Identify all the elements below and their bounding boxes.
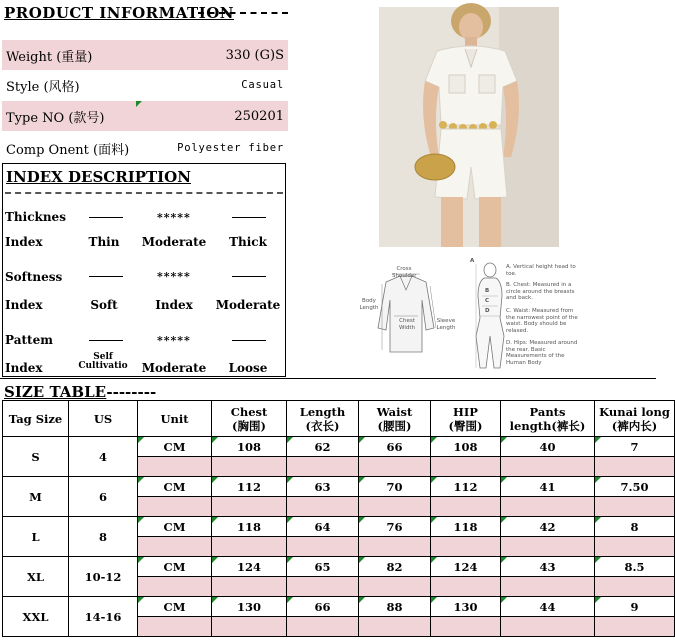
pants-cell	[501, 557, 595, 577]
pink-spacer-cell	[501, 577, 595, 597]
pink-spacer-cell	[431, 577, 501, 597]
pink-spacer-cell	[595, 617, 675, 637]
green-marker	[431, 517, 437, 523]
us-size-cell: 10-12	[69, 557, 138, 597]
tag-size-cell: XXL	[3, 597, 69, 637]
us-size-cell: 14-16	[69, 597, 138, 637]
pink-spacer-cell	[595, 577, 675, 597]
chest-value: 108	[236, 439, 261, 454]
pink-spacer-cell	[501, 497, 595, 517]
pink-spacer-cell	[138, 457, 212, 477]
green-marker	[501, 517, 507, 523]
green-marker	[212, 437, 218, 443]
product-info-title: PRODUCT INFORMATION	[4, 4, 235, 22]
unit-value: CM	[163, 599, 186, 614]
product-info-panel	[2, 2, 288, 162]
unit-cell	[138, 597, 212, 617]
kunai-cell	[595, 597, 675, 617]
header-cell: Kunai long (裤内长)	[595, 401, 675, 437]
pink-spacer-cell	[359, 537, 431, 557]
length-value: 63	[314, 479, 331, 494]
waist-value: 88	[386, 599, 403, 614]
pink-spacer-cell	[431, 537, 501, 557]
green-marker	[595, 517, 601, 523]
green-marker	[212, 557, 218, 563]
index-option: Moderate	[141, 361, 207, 375]
index-option: Index	[155, 298, 193, 312]
product-photo	[379, 7, 559, 247]
green-marker	[595, 597, 601, 603]
size-table-title	[4, 383, 156, 401]
sleeve-length-label: Sleeve Length	[436, 318, 456, 331]
unit-cell	[138, 557, 212, 577]
chest-value: 130	[236, 599, 261, 614]
pink-spacer-cell	[212, 537, 287, 557]
title-dash-rule	[5, 192, 283, 194]
green-marker	[359, 597, 365, 603]
green-marker	[287, 557, 293, 563]
chest-cell	[212, 557, 287, 577]
pink-spacer-cell	[212, 497, 287, 517]
chest-cell	[212, 437, 287, 457]
pink-spacer-cell	[287, 577, 359, 597]
green-marker	[138, 557, 144, 563]
index-description-panel	[2, 163, 286, 377]
index-label: Index	[5, 298, 43, 312]
info-label: Weight (重量)	[6, 49, 93, 65]
hip-value: 112	[453, 479, 478, 494]
green-marker	[287, 477, 293, 483]
green-marker	[431, 477, 437, 483]
size-table-header-row	[3, 401, 675, 437]
pink-spacer-cell	[431, 617, 501, 637]
green-marker	[431, 557, 437, 563]
length-cell	[287, 597, 359, 617]
pink-spacer-cell	[501, 617, 595, 637]
unit-value: CM	[163, 519, 186, 534]
size-table-title-text: SIZE TABLE	[4, 383, 107, 401]
green-marker	[212, 517, 218, 523]
legend-b: B. Chest: Measured in a circle around the breasts and back.	[506, 282, 575, 301]
pink-spacer-cell	[595, 537, 675, 557]
star-rating: *****	[157, 334, 191, 347]
hip-cell	[431, 597, 501, 617]
green-marker	[595, 437, 601, 443]
waist-cell	[359, 477, 431, 497]
green-marker	[138, 517, 144, 523]
index-group-name: Softness	[5, 270, 63, 284]
size-row-s	[3, 437, 675, 457]
index-description-title: INDEX DESCRIPTION	[6, 168, 191, 186]
pink-spacer-cell	[431, 457, 501, 477]
index-option: Moderate	[215, 298, 281, 312]
waist-cell	[359, 517, 431, 537]
pink-spacer-cell	[501, 457, 595, 477]
length-value: 65	[314, 559, 331, 574]
index-option: Soft	[90, 298, 118, 312]
index-option: Thick	[229, 235, 267, 249]
info-row-type-no	[2, 101, 288, 131]
pants-value: 40	[539, 439, 556, 454]
waist-cell	[359, 437, 431, 457]
waist-value: 70	[386, 479, 403, 494]
pink-spacer-cell	[431, 497, 501, 517]
green-marker	[138, 437, 144, 443]
header-cell: HIP (臀围)	[431, 401, 501, 437]
chest-cell	[212, 597, 287, 617]
pants-cell	[501, 437, 595, 457]
tag-size-cell: S	[3, 437, 69, 477]
index-label: Index	[5, 361, 43, 375]
info-value: 250201	[234, 108, 284, 124]
pants-value: 42	[539, 519, 556, 534]
green-marker	[501, 597, 507, 603]
info-value: Polyester fiber	[177, 142, 284, 154]
tag-size-cell: L	[3, 517, 69, 557]
hip-value: 108	[453, 439, 478, 454]
length-cell	[287, 557, 359, 577]
green-marker	[431, 597, 437, 603]
us-size-cell: 8	[69, 517, 138, 557]
waist-value: 66	[386, 439, 403, 454]
hip-cell	[431, 557, 501, 577]
pink-spacer-cell	[287, 457, 359, 477]
unit-cell	[138, 477, 212, 497]
index-group-name: Pattem	[5, 333, 53, 347]
size-table-body	[3, 437, 675, 637]
pink-spacer-cell	[359, 497, 431, 517]
unit-cell	[138, 437, 212, 457]
kunai-value: 8	[630, 519, 639, 534]
info-label: Style (风格)	[6, 79, 80, 95]
info-label: Type NO (款号)	[6, 110, 105, 126]
body-length-label: Body Length	[359, 298, 379, 311]
pink-spacer-cell	[138, 537, 212, 557]
scale-line	[232, 340, 266, 341]
size-row-xxl	[3, 597, 675, 617]
letter-label: A	[470, 258, 475, 264]
scale-line	[89, 340, 123, 341]
length-cell	[287, 477, 359, 497]
letter-label: B	[485, 288, 490, 294]
pink-spacer-cell	[359, 577, 431, 597]
header-cell: Chest (胸围)	[212, 401, 287, 437]
green-marker	[501, 477, 507, 483]
green-marker	[359, 477, 365, 483]
pink-spacer-cell	[595, 457, 675, 477]
green-marker	[287, 437, 293, 443]
pants-cell	[501, 517, 595, 537]
green-marker	[359, 517, 365, 523]
index-option: Loose	[228, 361, 268, 375]
hip-value: 130	[453, 599, 478, 614]
pink-spacer-cell	[212, 457, 287, 477]
star-rating: *****	[157, 211, 191, 224]
pink-spacer-cell	[359, 617, 431, 637]
tag-size-cell: XL	[3, 557, 69, 597]
index-option: Thin	[88, 235, 120, 249]
chest-cell	[212, 477, 287, 497]
green-marker	[212, 477, 218, 483]
pants-value: 41	[539, 479, 556, 494]
green-marker	[138, 597, 144, 603]
legend-d: D. Hips: Measured around the rear. Basic Measurements of the Human Body	[506, 340, 578, 366]
header-cell: Waist (腰围)	[359, 401, 431, 437]
pink-spacer-cell	[138, 497, 212, 517]
letter-label: D	[485, 308, 490, 314]
measurement-diagram	[352, 256, 580, 374]
kunai-cell	[595, 437, 675, 457]
pants-value: 44	[539, 599, 556, 614]
info-label: Comp Onent (面料)	[6, 142, 130, 158]
title-dash-rule	[198, 12, 288, 14]
green-marker	[359, 557, 365, 563]
waist-value: 82	[386, 559, 403, 574]
size-row-m	[3, 477, 675, 497]
length-cell	[287, 437, 359, 457]
hip-value: 124	[453, 559, 478, 574]
pink-spacer-cell	[287, 537, 359, 557]
size-row-l	[3, 517, 675, 537]
kunai-value: 8.5	[624, 559, 645, 574]
pink-spacer-cell	[287, 617, 359, 637]
us-size-cell: 6	[69, 477, 138, 517]
hip-cell	[431, 517, 501, 537]
green-marker	[212, 597, 218, 603]
chest-value: 112	[236, 479, 261, 494]
length-cell	[287, 517, 359, 537]
scale-line	[89, 276, 123, 277]
cross-shoulder-label: Cross Shoulder	[392, 266, 417, 279]
pink-spacer-cell	[212, 577, 287, 597]
info-row-component	[2, 133, 288, 163]
info-row-style	[2, 70, 288, 100]
scale-line	[232, 276, 266, 277]
green-marker	[595, 557, 601, 563]
green-marker	[136, 101, 142, 107]
header-cell: Tag Size	[3, 401, 69, 437]
model-photo-illustration	[379, 7, 559, 247]
waist-cell	[359, 597, 431, 617]
kunai-value: 7.50	[620, 479, 649, 494]
scale-line	[232, 217, 266, 218]
pants-cell	[501, 597, 595, 617]
kunai-cell	[595, 477, 675, 497]
kunai-cell	[595, 517, 675, 537]
tag-size-cell: M	[3, 477, 69, 517]
pink-spacer-cell	[212, 617, 287, 637]
kunai-value: 9	[630, 599, 639, 614]
pink-spacer-cell	[138, 577, 212, 597]
hip-value: 118	[453, 519, 478, 534]
kunai-cell	[595, 557, 675, 577]
green-marker	[138, 477, 144, 483]
scale-line	[89, 217, 123, 218]
green-marker	[359, 437, 365, 443]
waist-cell	[359, 557, 431, 577]
info-value: 330 (G)S	[225, 47, 284, 63]
chest-width-label: Chest Width	[399, 318, 415, 331]
size-row-xl	[3, 557, 675, 577]
pants-cell	[501, 477, 595, 497]
pink-spacer-cell	[138, 617, 212, 637]
pink-spacer-cell	[359, 457, 431, 477]
index-option: Self Cultivatio	[78, 352, 128, 371]
pants-value: 43	[539, 559, 556, 574]
pink-spacer-cell	[501, 537, 595, 557]
unit-value: CM	[163, 559, 186, 574]
hip-cell	[431, 437, 501, 457]
green-marker	[595, 477, 601, 483]
letter-label: C	[485, 298, 490, 304]
info-value: Casual	[241, 79, 284, 91]
index-group-name: Thicknes	[5, 210, 66, 224]
green-marker	[501, 437, 507, 443]
unit-value: CM	[163, 479, 186, 494]
waist-value: 76	[386, 519, 403, 534]
length-value: 62	[314, 439, 331, 454]
green-marker	[287, 597, 293, 603]
header-cell: Unit	[138, 401, 212, 437]
green-marker	[431, 437, 437, 443]
pink-spacer-cell	[595, 497, 675, 517]
pink-spacer-cell	[287, 497, 359, 517]
index-option: Moderate	[141, 235, 207, 249]
star-rating: *****	[157, 270, 191, 283]
size-table	[2, 400, 675, 637]
legend-c: C. Waist: Measured from the narrowest point of the waist. Body should be relaxed.	[506, 308, 578, 334]
green-marker	[501, 557, 507, 563]
size-table-title-dashes: --------	[106, 383, 157, 401]
length-value: 66	[314, 599, 331, 614]
legend-a: A. Vertical height head to toe.	[506, 264, 576, 277]
header-cell: Pants length(裤长)	[501, 401, 595, 437]
green-marker	[287, 517, 293, 523]
unit-value: CM	[163, 439, 186, 454]
header-cell: Length (衣长)	[287, 401, 359, 437]
index-label: Index	[5, 235, 43, 249]
chest-cell	[212, 517, 287, 537]
chest-value: 124	[236, 559, 261, 574]
header-cell: US	[69, 401, 138, 437]
unit-cell	[138, 517, 212, 537]
chest-value: 118	[236, 519, 261, 534]
hip-cell	[431, 477, 501, 497]
us-size-cell: 4	[69, 437, 138, 477]
length-value: 64	[314, 519, 331, 534]
kunai-value: 7	[630, 439, 639, 454]
info-row-weight	[2, 40, 288, 70]
